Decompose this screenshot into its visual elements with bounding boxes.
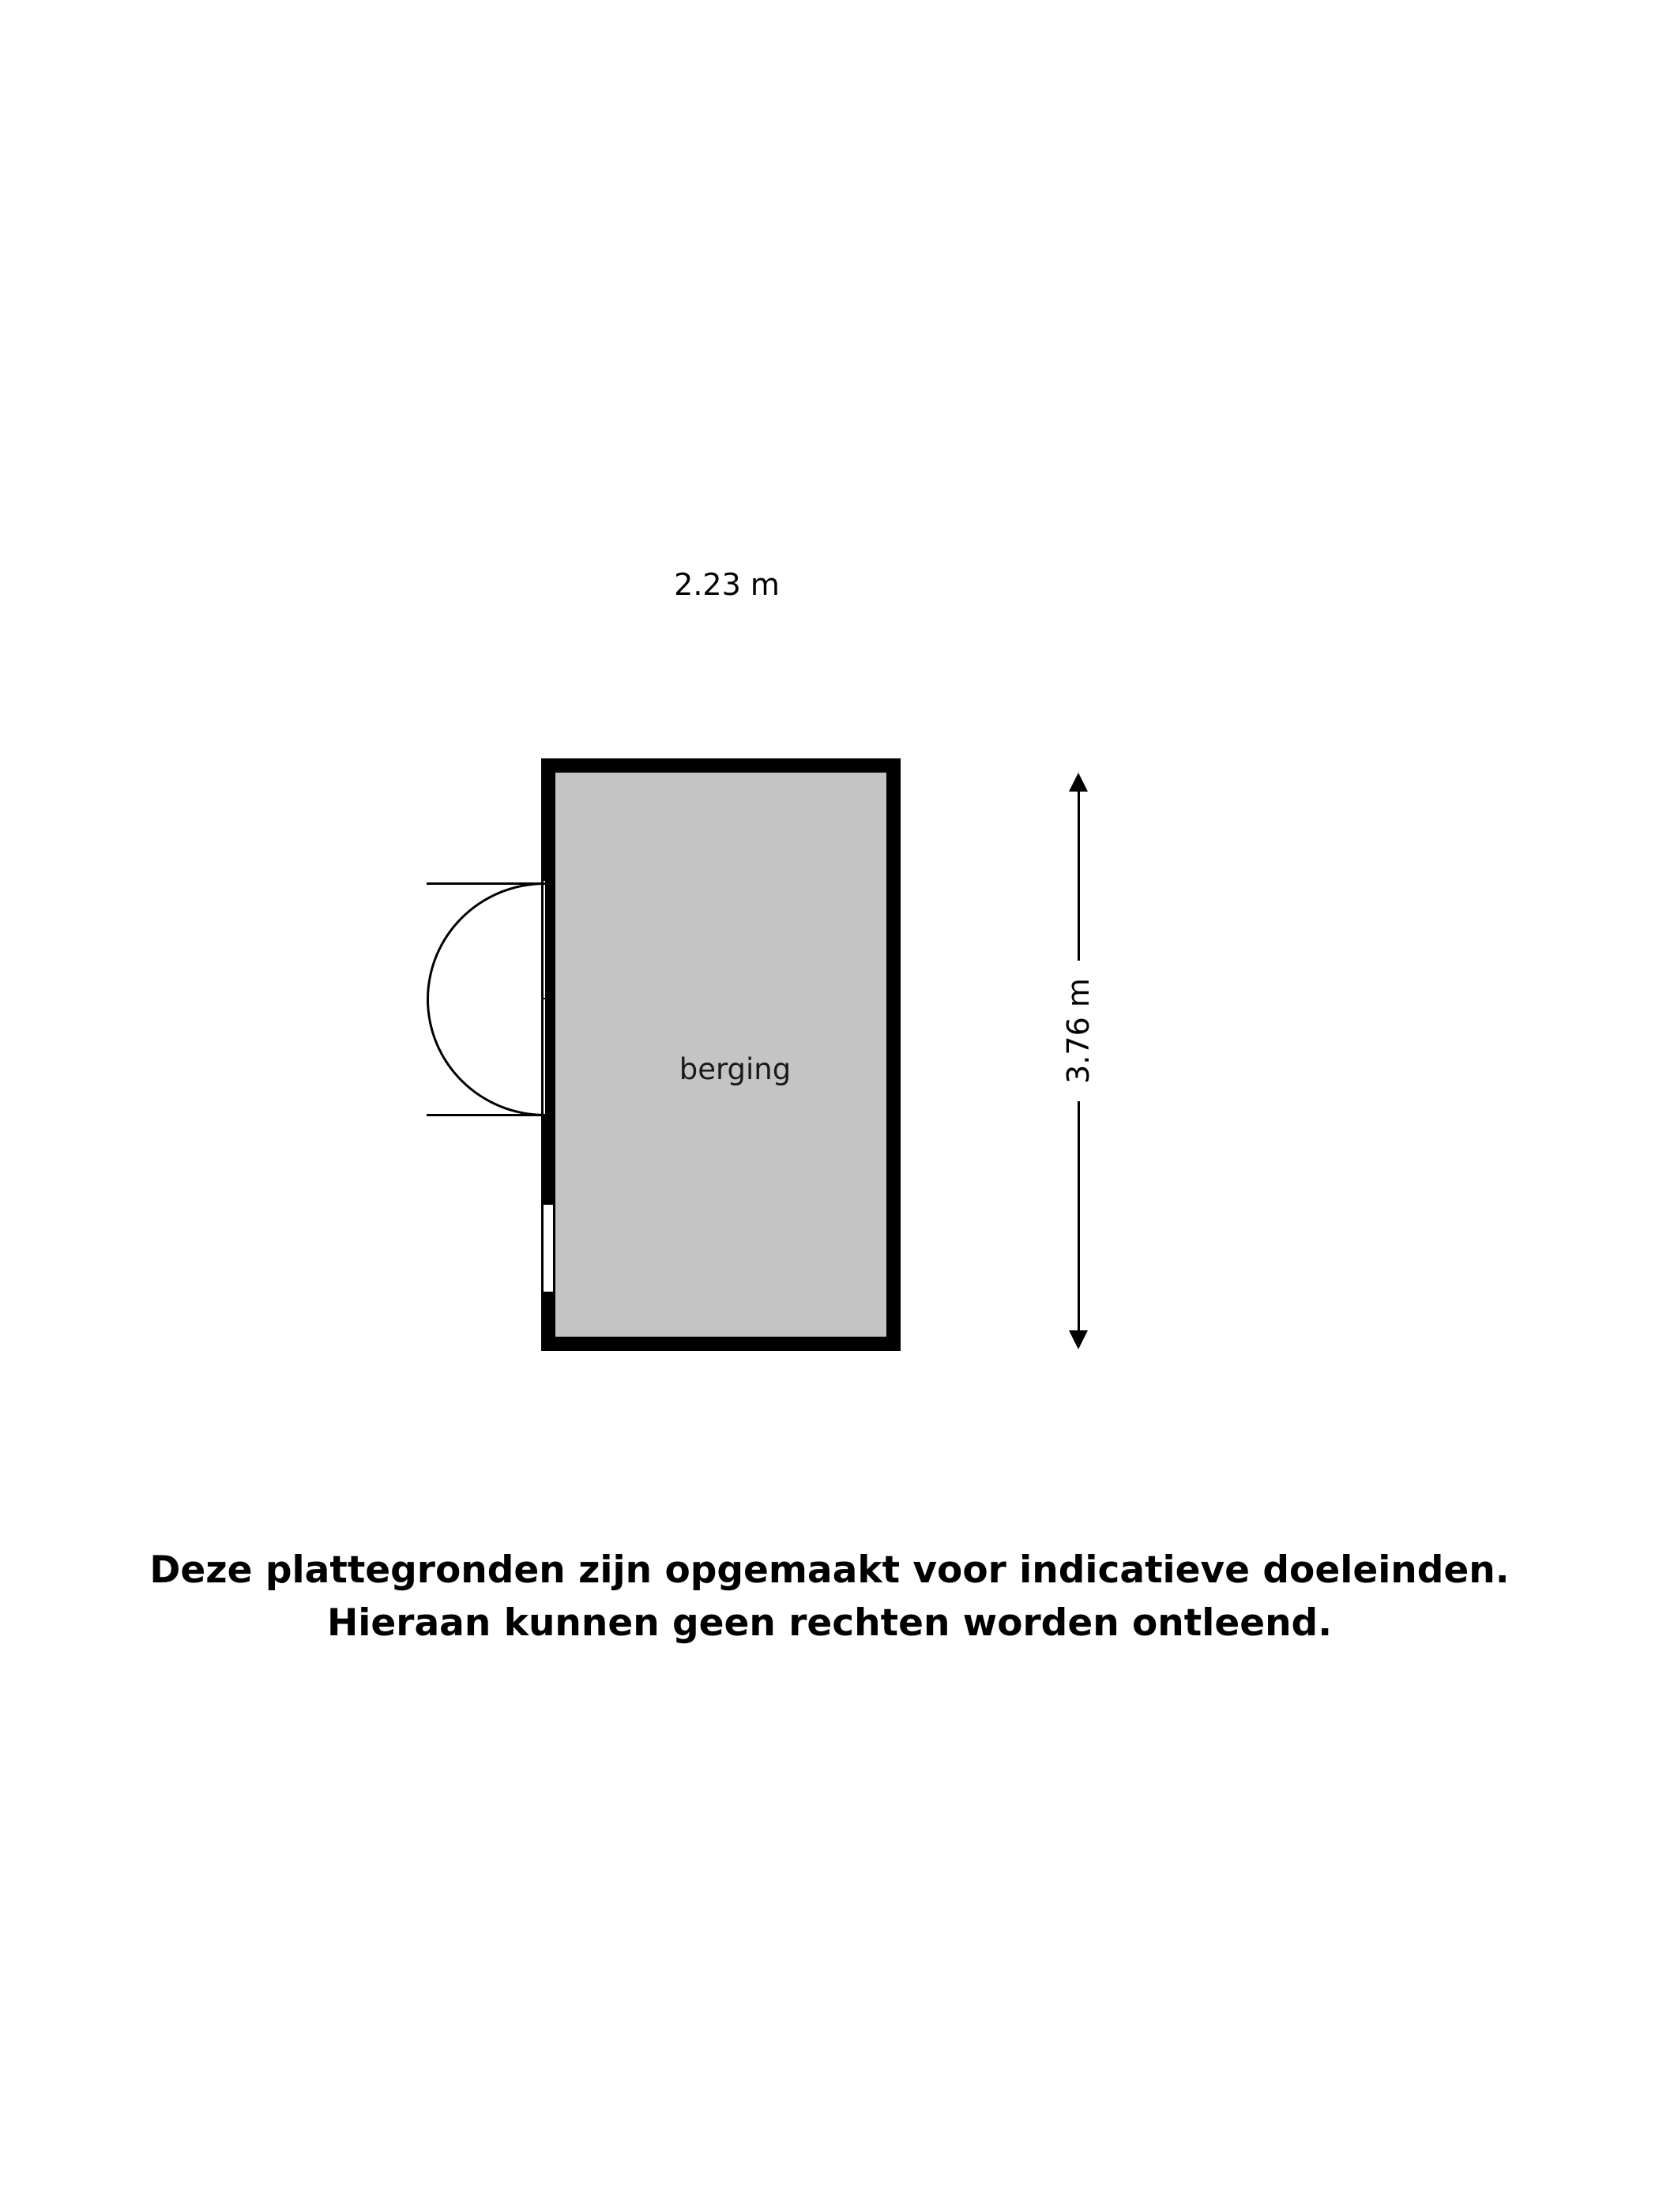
dimension-height — [1055, 773, 1102, 1349]
dimension-height-label-wrap — [1061, 920, 1096, 1142]
wall-opening-left — [541, 1205, 555, 1292]
wall-opening-line-outer — [541, 1205, 544, 1292]
door-swing-chord-lower — [427, 1114, 545, 1116]
disclaimer-line-1: Deze plattegronden zijn opgemaakt voor indicatieve doeleinden. — [149, 1548, 1510, 1592]
dimension-height-label: 3.76 m — [1061, 961, 1096, 1101]
dimension-height-arrow-top-icon — [1069, 773, 1088, 792]
wall-opening-line-inner — [553, 1205, 555, 1292]
room-berging — [541, 758, 901, 1351]
disclaimer-text — [0, 1544, 1659, 1650]
dimension-width — [545, 561, 908, 608]
dimension-height-arrow-bottom-icon — [1069, 1330, 1088, 1349]
door-jamb-inner-lower — [553, 999, 555, 1116]
door-leaf-upper — [545, 877, 553, 1002]
door-swing-chord-upper — [427, 882, 545, 885]
dimension-width-label: 2.23 m — [656, 567, 797, 602]
room-label-berging: berging — [679, 1051, 792, 1086]
door-leaf-lower — [545, 997, 553, 1122]
door-swing-arc-upper — [427, 882, 545, 999]
door-jamb-inner — [553, 881, 555, 998]
disclaimer-line-2: Hieraan kunnen geen rechten worden ontleend. — [326, 1601, 1333, 1645]
door-swing-arc-lower — [427, 999, 545, 1116]
dimension-width-label-wrap — [545, 561, 908, 608]
